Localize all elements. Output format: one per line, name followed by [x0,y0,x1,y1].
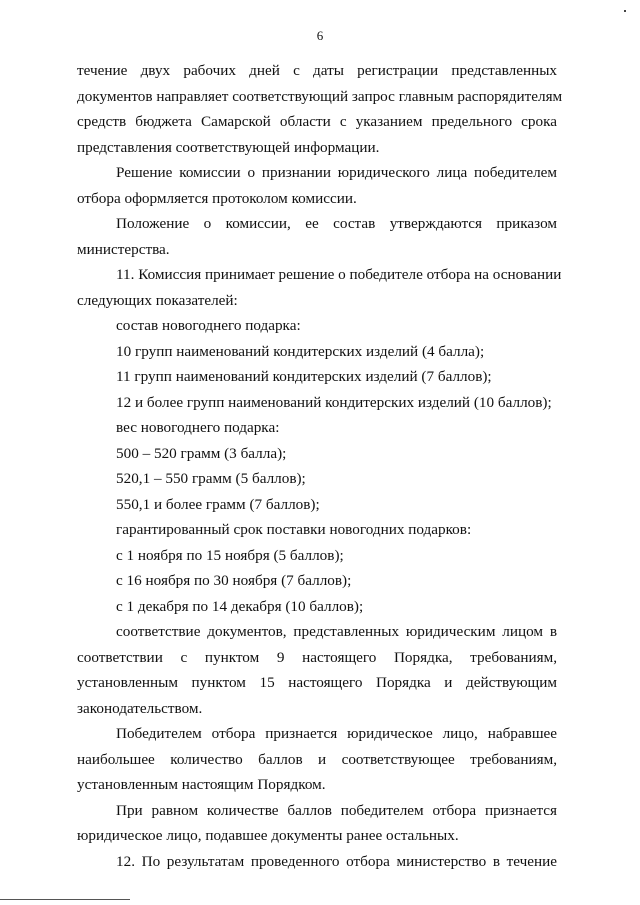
text-line: установленным пунктом 15 настоящего Порядка и действующим [77,674,557,691]
text-line: законодательством. [77,699,203,717]
text-line: соответствие документов, представленных юридическим лицом в [116,623,557,640]
text-line: установленным настоящим Порядком. [77,776,326,793]
scan-mark [624,10,626,12]
text-line: с 1 декабря по 14 декабря (10 баллов); [116,597,364,615]
text-line: юридическое лицо, подавшее документы ранее остальных. [77,827,459,844]
text-line: 11 групп наименований кондитерских изделий (7 баллов); [116,368,492,385]
text-line: 520,1 – 550 грамм (5 баллов); [116,470,306,487]
text-line: гарантированный срок поставки новогодних подарков: [116,521,472,538]
footer-rule [0,899,130,900]
document-body [77,58,563,874]
text-line: течение двух рабочих дней с даты регистрации представленных [77,62,557,79]
text-line: 500 – 520 грамм (3 балла); [116,444,287,462]
text-line: с 16 ноября по 30 ноября (7 баллов); [116,572,352,589]
page-number: 6 [316,28,324,43]
text-line: состав новогоднего подарка: [116,317,301,334]
text-line: 10 групп наименований кондитерских изделий (4 балла); [116,342,485,360]
text-line: Решение комиссии о признании юридического лица победителем [116,164,557,181]
text-line: следующих показателей: [77,291,238,309]
text-line: вес новогоднего подарка: [116,419,280,436]
text-line: Победителем отбора признается юридическое лицо, набравшее [116,725,557,742]
text-line: 12. По результатам проведенного отбора министерство в течение [116,852,557,870]
text-line: документов направляет соответствующий запрос главным распорядителям [77,87,563,105]
text-line: наибольшее количество баллов и соответствующее требованиям, [77,750,557,768]
text-line: министерства. [77,240,170,258]
text-line: Положение о комиссии, ее состав утверждаются приказом [116,215,557,232]
text-line: 11. Комиссия принимает решение о победителе отбора на основании [116,266,562,283]
text-line: с 1 ноября по 15 ноября (5 баллов); [116,546,344,564]
text-line: 550,1 и более грамм (7 баллов); [116,495,320,513]
text-line: представления соответствующей информации. [77,138,380,156]
text-line: отбора оформляется протоколом комиссии. [77,189,357,207]
text-line: соответствии с пунктом 9 настоящего Порядка, требованиям, [77,648,557,666]
text-line: средств бюджета Самарской области с указанием предельного срока [77,113,557,130]
text-line: При равном количестве баллов победителем отбора признается [116,801,557,819]
text-line: 12 и более групп наименований кондитерских изделий (10 баллов); [116,393,552,411]
